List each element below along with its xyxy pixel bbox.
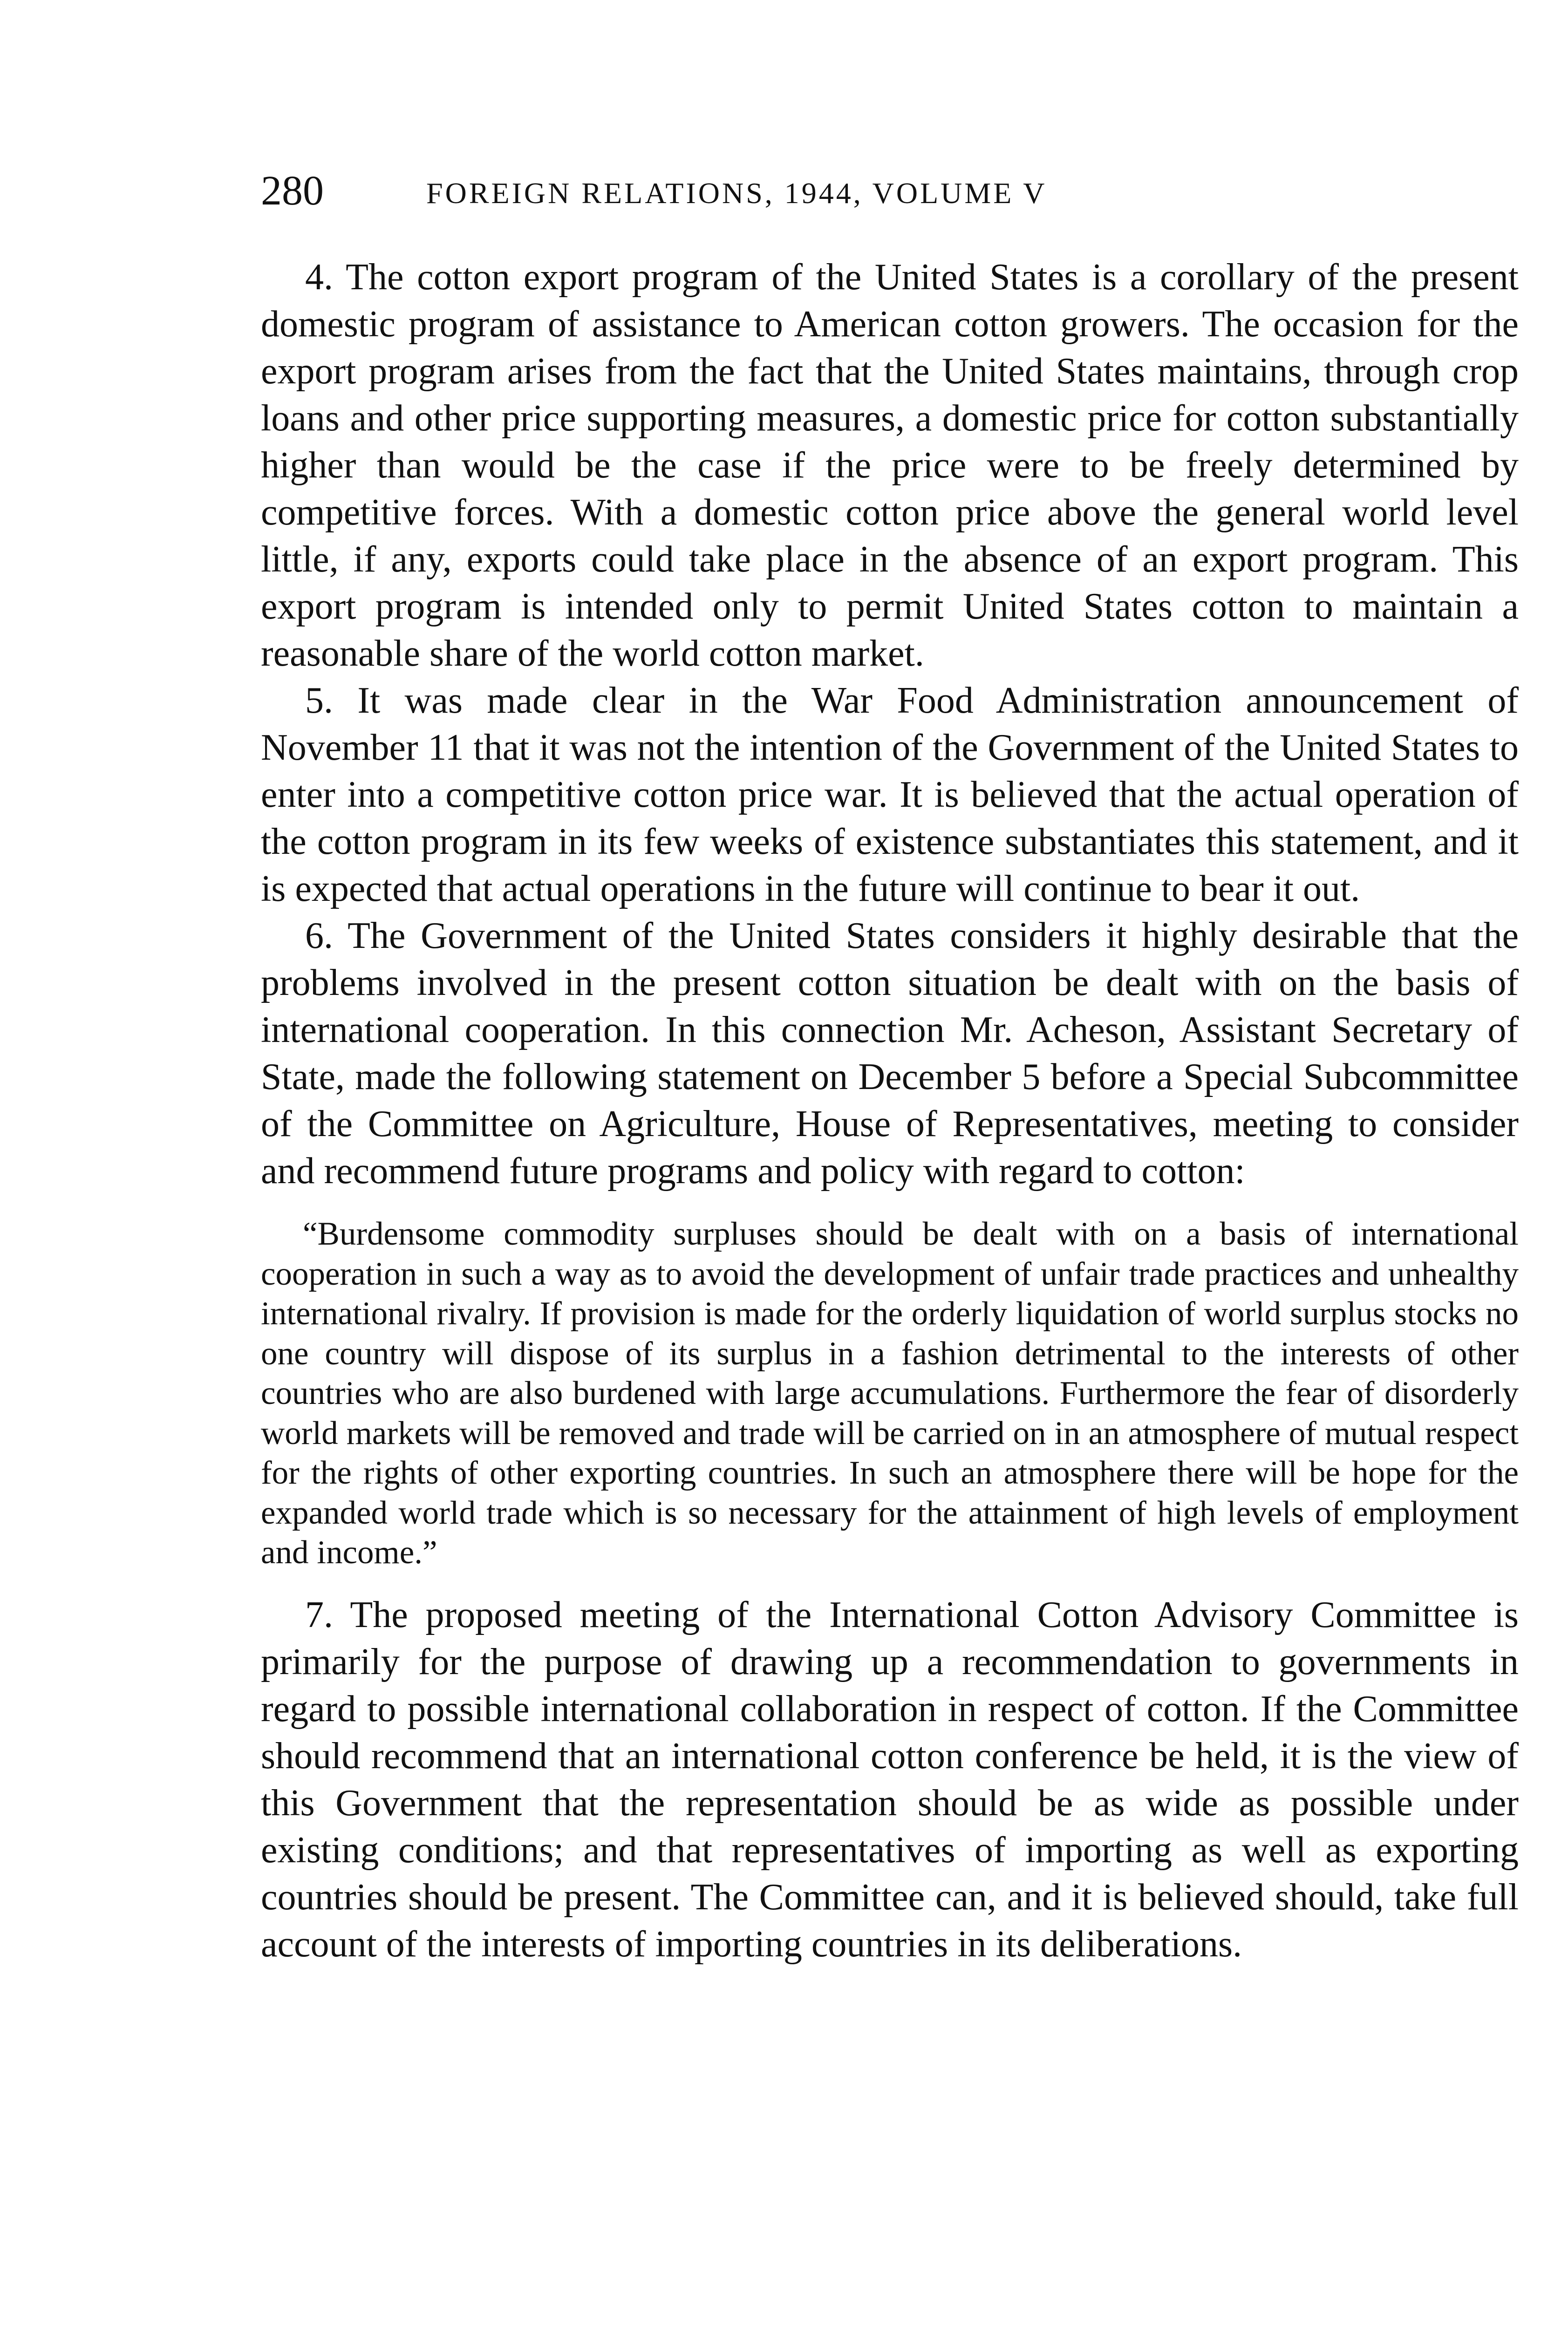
- paragraph-5: 5. It was made clear in the War Food Administration announcement of November 11 that it was not the intention of the Government of the United States to enter into a competitive cotton price war. It is believed that the actual operation of the cotton program in its few weeks of existence substantiates this statement, and it is expected that actual operations in the future will continue to bear it out.: [261, 680, 1519, 909]
- page-number: 280: [261, 168, 324, 214]
- document-body: [261, 254, 1519, 1968]
- page-header: [261, 165, 1519, 217]
- paragraph-6: 6. The Government of the United States considers it highly desirable that the problems involved in the present cotton situation be dealt with on the basis of international cooperation. In this connection Mr. Acheson, Assistant Secretary of State, made the following statement on December 5 before a Special Subcommittee of the Committee on Agriculture, House of Representatives, meeting to consider and recommend future programs and policy with regard to cotton:: [261, 915, 1519, 1192]
- running-head: FOREIGN RELATIONS, 1944, VOLUME V: [426, 177, 1047, 210]
- paragraph-7: 7. The proposed meeting of the International Cotton Advisory Committee is primarily for the purpose of drawing up a recommendation to governments in regard to possible international collaboration in respect of cotton. If the Committee should recommend that an international cotton conference be held, it is the view of this Government that the representation should be as wide as possible under existing conditions; and that representatives of importing as well as exporting countries should be present. The Committee can, and it is believed should, take full account of the interests of importing countries in its deliberations.: [261, 1594, 1519, 1965]
- paragraph-4: 4. The cotton export program of the United States is a corollary of the present domestic program of assistance to American cotton growers. The occasion for the export program arises from the fact that the United States maintains, through crop loans and other price supporting measures, a domestic price for cotton substantially higher than would be the case if the price were to be freely determined by competitive forces. With a domestic cotton price above the general world level little, if any, exports could take place in the absence of an export program. This export program is intended only to permit United States cotton to maintain a reasonable share of the world cotton market.: [261, 257, 1519, 674]
- acheson-quotation: “Burdensome commodity surpluses should be dealt with on a basis of international cooperation in such a way as to avoid the development of unfair trade practices and unhealthy international rivalry. If provision is made for the orderly liquidation of world surplus stocks no one country will dispose of its surplus in a fashion detrimental to the interests of other countries who are also burdened with large accumulations. Furthermore the fear of disorderly world markets will be removed and trade will be carried on in an atmosphere of mutual respect for the rights of other exporting countries. In such an atmosphere there will be hope for the expanded world trade which is so necessary for the attainment of high levels of employment and income.”: [261, 1216, 1519, 1571]
